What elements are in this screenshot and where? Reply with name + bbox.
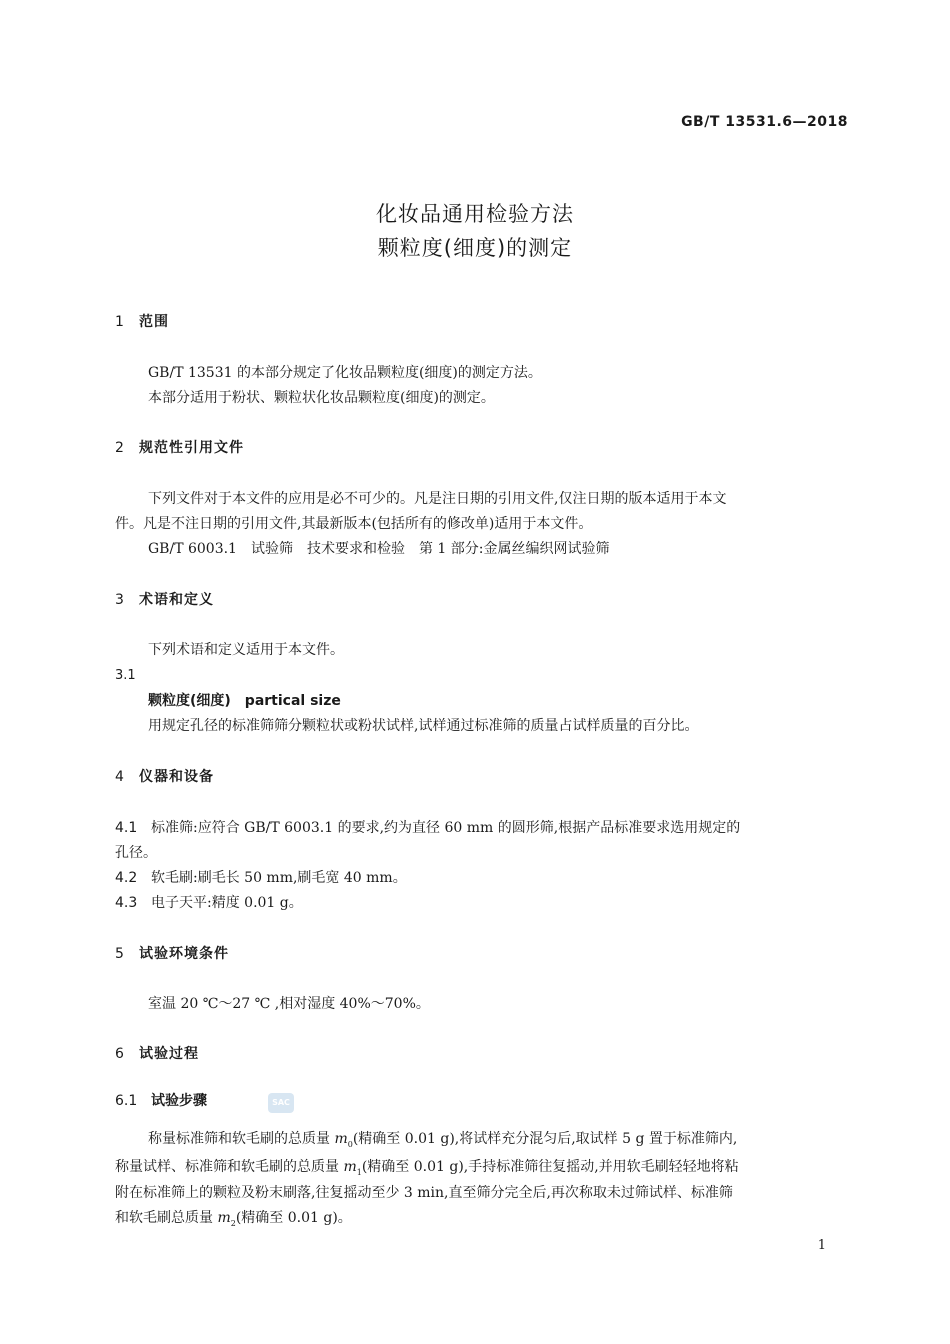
paragraph: 室温 20 ℃～27 ℃ ,相对湿度 40%～70%。 — [148, 996, 430, 1012]
clause-text: 软毛刷:刷毛长 50 mm,刷毛宽 40 mm。 — [151, 870, 407, 886]
mass-variable: m — [343, 1159, 357, 1175]
page-number: 1 — [817, 1238, 826, 1253]
section-1-heading — [115, 312, 169, 332]
term-definition: 用规定孔径的标准筛筛分颗粒状或粉状试样,试样通过标准筛的质量占试样质量的百分比。 — [148, 718, 699, 734]
clause-number: 6.1 — [115, 1093, 138, 1109]
text-run: 称量试样、标准筛和软毛刷的总质量 — [115, 1159, 344, 1175]
document-title-line-2: 颗粒度(细度)的测定 — [377, 236, 573, 260]
paragraph: 下列术语和定义适用于本文件。 — [148, 642, 344, 658]
section-number: 3 — [115, 592, 125, 608]
paragraph: 本部分适用于粉状、颗粒状化妆品颗粒度(细度)的测定。 — [148, 390, 495, 406]
mass-variable: m — [334, 1131, 348, 1147]
clause-4-1 — [115, 818, 740, 838]
procedure-line-1 — [148, 1129, 737, 1155]
section-number: 5 — [115, 946, 125, 962]
procedure-line-4 — [115, 1208, 352, 1234]
text-run: (精确至 0.01 g),手持标准筛往复摇动,并用软毛刷轻轻地将粘 — [361, 1159, 739, 1175]
section-title: 术语和定义 — [139, 592, 214, 608]
clause-title: 试验步骤 — [151, 1093, 207, 1109]
section-3-heading — [115, 590, 214, 610]
watermark-logo: SAC — [268, 1093, 294, 1113]
paragraph: GB/T 13531 的本部分规定了化妆品颗粒度(细度)的测定方法。 — [148, 365, 542, 381]
clause-4-3 — [115, 893, 303, 913]
section-number: 2 — [115, 440, 125, 456]
section-2-heading — [115, 438, 244, 458]
text-run: (精确至 0.01 g),将试样充分混匀后,取试样 5 g 置于标准筛内, — [352, 1131, 738, 1147]
section-title: 仪器和设备 — [139, 769, 214, 785]
paragraph-continuation: 件。凡是不注日期的引用文件,其最新版本(包括所有的修改单)适用于本文件。 — [115, 516, 593, 532]
variable-subscript: 2 — [230, 1218, 236, 1228]
term-name: 颗粒度(细度) partical size — [148, 693, 341, 709]
paragraph: 下列文件对于本文件的应用是必不可少的。凡是注日期的引用文件,仅注日期的版本适用于本文 — [148, 491, 727, 507]
normative-reference: GB/T 6003.1 试验筛 技术要求和检验 第 1 部分:金属丝编织网试验筛 — [148, 541, 610, 557]
term-number: 3.1 — [115, 668, 136, 683]
section-title: 范围 — [139, 314, 169, 330]
section-4-heading — [115, 767, 214, 787]
mass-variable: m — [217, 1210, 231, 1226]
procedure-line-3: 附在标准筛上的颗粒及粉末刷落,往复摇动至少 3 min,直至筛分完全后,再次称取未过筛试样、标准筛 — [115, 1185, 733, 1201]
standard-number: GB/T 13531.6—2018 — [681, 114, 848, 130]
variable-subscript: 0 — [347, 1139, 353, 1149]
text-run: 称量标准筛和软毛刷的总质量 — [148, 1131, 335, 1147]
clause-number: 4.1 — [115, 820, 138, 836]
section-number: 6 — [115, 1046, 125, 1062]
section-number: 1 — [115, 314, 125, 330]
section-title: 规范性引用文件 — [139, 440, 244, 456]
variable-subscript: 1 — [356, 1167, 362, 1177]
clause-6-1-heading — [115, 1091, 207, 1111]
clause-continuation: 孔径。 — [115, 845, 157, 861]
clause-4-2 — [115, 868, 407, 888]
section-6-heading — [115, 1044, 199, 1064]
section-number: 4 — [115, 769, 125, 785]
text-run: 和软毛刷总质量 — [115, 1210, 218, 1226]
clause-text: 标准筛:应符合 GB/T 6003.1 的要求,约为直径 60 mm 的圆形筛,根据产品标准要求选用规定的 — [151, 820, 741, 836]
text-run: (精确至 0.01 g)。 — [235, 1210, 352, 1226]
clause-text: 电子天平:精度 0.01 g。 — [151, 895, 303, 911]
document-title-line-1: 化妆品通用检验方法 — [376, 202, 574, 226]
procedure-line-2 — [115, 1157, 739, 1183]
section-title: 试验环境条件 — [139, 946, 229, 962]
clause-number: 4.3 — [115, 895, 138, 911]
clause-number: 4.2 — [115, 870, 138, 886]
section-5-heading — [115, 944, 229, 964]
section-title: 试验过程 — [139, 1046, 199, 1062]
